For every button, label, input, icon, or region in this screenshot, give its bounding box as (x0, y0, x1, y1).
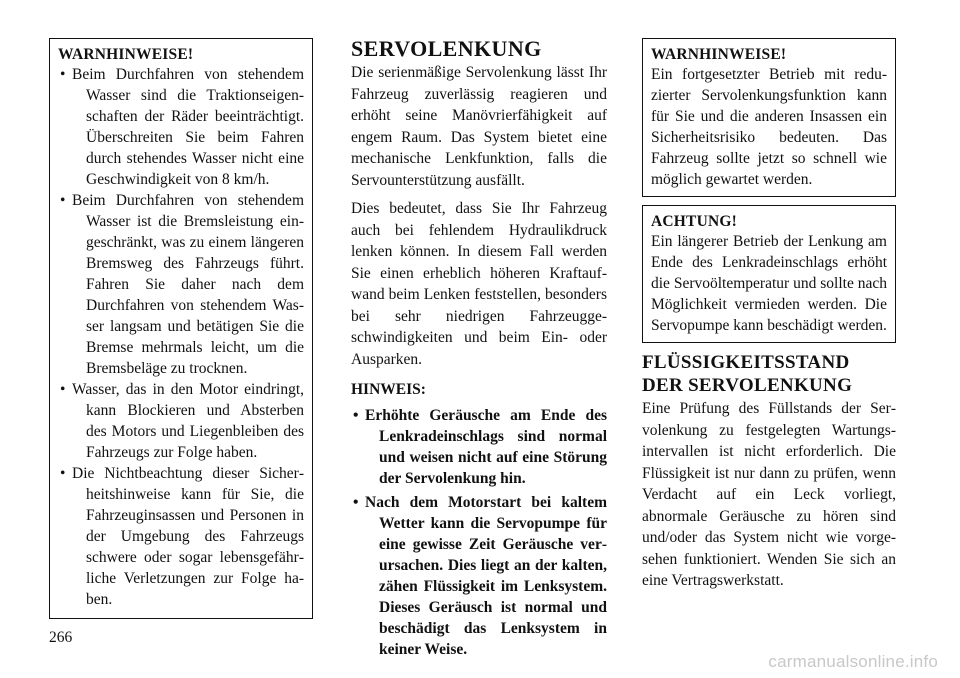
right-column (642, 38, 896, 592)
warning-title: WARNHINWEISE! (651, 46, 787, 63)
fluid-level-paragraph: Eine Prüfung des Füllstands der Servolenkung zu festgelegten Wartungsintervallen ist nicht erforderlich. Die Flüssigkeit ist nur dann zu prüfen, wenn Verdacht auf ein Leck vorliegt, abnormale Geräusche zu hören sind und/oder das System nicht wie vorgesehen funktioniert. Wenden Sie sich an eine Vertragswerkstatt. (642, 400, 896, 589)
warning-list (58, 64, 304, 610)
caution-title: ACHTUNG! (651, 213, 737, 230)
note-label: HINWEIS: (351, 381, 426, 398)
bullet-icon: • (60, 381, 66, 398)
watermark: carmanualsonline.info (768, 652, 938, 671)
caution-text: Ein längerer Betrieb der Lenkung am Ende des Lenkradeinschlags erhöht die Servoöltemperatur und sollte nach Möglichkeit vermieden werden. Die Servopumpe kann beschädigt werden. (651, 233, 887, 334)
note-item: • Erhöhte Geräusche am Ende des Lenkradeinschlags sind normal und weisen nicht auf eine Störung der Servolenkung hin. (353, 407, 607, 487)
bullet-icon: • (60, 465, 66, 482)
note-list (351, 405, 607, 660)
warning-box (642, 38, 896, 197)
servolenkung-paragraph-1: Die serienmäßige Servolenkung lässt Ihr Fahrzeug zuverlässig reagieren und erhöht seine Manövrierfähigkeit auf engem Raum. Das System bietet eine mechanische Lenkfunktion, falls die Servounterstützung ausfällt. (351, 64, 607, 189)
bullet-icon: • (60, 66, 66, 83)
section-heading-fluid-level (642, 351, 896, 397)
middle-column (351, 38, 607, 660)
heading-line: DER SERVOLENKUNG (642, 375, 853, 396)
servolenkung-paragraph-2: Dies bedeutet, dass Sie Ihr Fahrzeug auch bei fehlendem Hydraulikdruck lenken können. In diesem Fall werden Sie einen erheblich höheren Kraftaufwand beim Lenken feststellen, besonders bei sehr niedrigen Fahrzeuggeschwindigkeiten und beim Ein- oder Ausparken. (351, 200, 607, 368)
bullet-icon: • (353, 494, 359, 511)
heading-line: FLÜSSIGKEITSSTAND (642, 352, 850, 373)
caution-box (642, 205, 896, 343)
warning-title: WARNHINWEISE! (58, 46, 194, 63)
page-number: 266 (49, 629, 73, 646)
warning-item: • Beim Durchfahren von stehendem Wasser ist die Bremsleistung eingeschränkt, was zu einem längeren Bremsweg des Fahrzeugs führt. Fahren Sie daher nach dem Durchfahren von stehendem Wasser langsam und betätigen Sie die Bremse mehrmals leicht, um die Bremsbeläge zu trocknen. (60, 192, 304, 377)
note-item: • Nach dem Motorstart bei kaltem Wetter kann die Servopumpe für eine gewisse Zeit Geräusche verursachen. Dies liegt an der kalten, zähen Flüssigkeit im Lenksystem. Dieses Geräusch ist normal und beschädigt das Lenksystem in keiner Weise. (353, 494, 607, 658)
warning-item: • Die Nichtbeachtung dieser Sicherheitshinweise kann für Sie, die Fahrzeuginsassen und Personen in der Umgebung des Fahrzeugs schwere oder sogar lebensgefährliche Verletzungen zur Folge haben. (60, 465, 304, 608)
warning-item: • Beim Durchfahren von stehendem Wasser sind die Traktionseigenschaften der Räder beeinträchtigt. Überschreiten Sie beim Fahren durch stehendes Wasser nicht eine Geschwindigkeit von 8 km/h. (60, 66, 304, 188)
warning-item: • Wasser, das in den Motor eindringt, kann Blockieren und Absterben des Motors und Liegenbleiben des Fahrzeugs zur Folge haben. (60, 381, 304, 461)
left-column (49, 38, 313, 619)
section-heading-servolenkung: SERVOLENKUNG (351, 36, 542, 61)
warning-text: Ein fortgesetzter Betrieb mit reduzierter Servolenkungsfunktion kann für Sie und die anderen Insassen ein Sicherheitsrisiko bedeuten. Das Fahrzeug sollte jetzt so schnell wie möglich gewartet werden. (651, 66, 887, 188)
bullet-icon: • (353, 407, 359, 424)
bullet-icon: • (60, 192, 66, 209)
warning-box (49, 38, 313, 619)
